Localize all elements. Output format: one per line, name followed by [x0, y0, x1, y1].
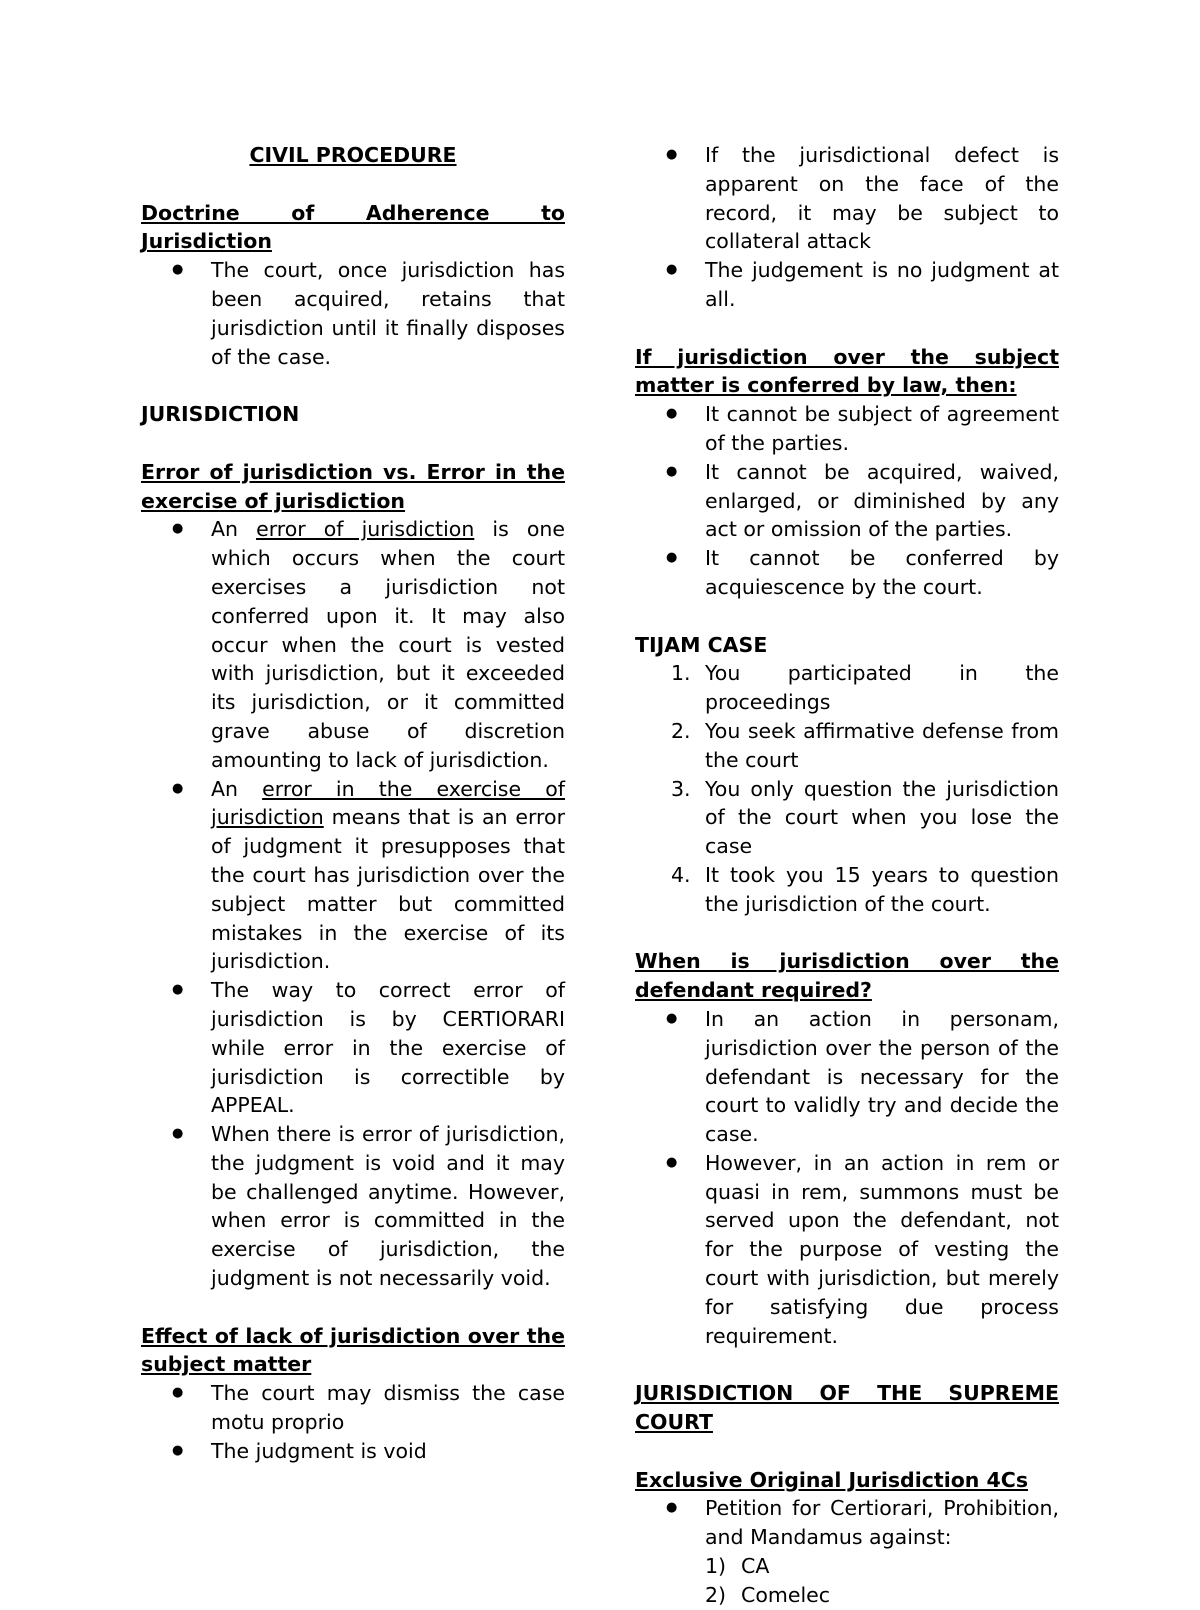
list-item: 1. You participated in the proceedings	[671, 661, 1059, 715]
list-item: ● The way to correct error of jurisdiction is by CERTIORARI while error in the exercise of jurisdiction is correctible by APPEAL.	[141, 976, 565, 1120]
list-item: 2. You seek affirmative defense from the court	[671, 718, 1059, 772]
error-list	[141, 515, 565, 1293]
exclusive-sublist	[635, 1552, 1059, 1610]
conferred-heading: If jurisdiction over the subject matter is conferred by law, then:	[635, 344, 1059, 398]
supreme-court-heading: JURISDICTION OF THE SUPREME COURT	[635, 1381, 1059, 1435]
list-item: ● An error in the exercise of jurisdiction means that is an error of judgment it presupposes that the court has jurisdiction over the subject matter but committed mistakes in the exercise of its jurisdiction.	[141, 775, 565, 977]
term-error-in-exercise: error in the exercise of jurisdiction	[211, 776, 565, 830]
conferred-list	[635, 400, 1059, 602]
list-item: ● If the jurisdictional defect is apparent on the face of the record, it may be subject to collateral attack	[635, 141, 1059, 256]
defendant-heading: When is jurisdiction over the defendant required?	[635, 949, 1059, 1003]
list-item: ● However, in an action in rem or quasi in rem, summons must be served upon the defendant, not for the purpose of vesting the court with jurisdiction, but merely for satisfying due process requirement.	[635, 1149, 1059, 1351]
list-item: ● It cannot be subject of agreement of the parties.	[635, 400, 1059, 458]
list-item: ● The judgment is void	[141, 1437, 565, 1466]
right-column	[635, 141, 1059, 1610]
list-item: ● An error of jurisdiction is one which occurs when the court exercises a jurisdiction not conferred upon it. It may also occur when the court is vested with jurisdiction, but it exceeded its jurisdiction, or it committed grave abuse of discretion amounting to lack of jurisdiction.	[141, 515, 565, 774]
list-item: ● It cannot be conferred by acquiescence by the court.	[635, 544, 1059, 602]
list-item: ● The court, once jurisdiction has been acquired, retains that jurisdiction until it finally disposes of the case.	[141, 256, 565, 371]
continued-list	[635, 141, 1059, 314]
list-item: ● In an action in personam, jurisdiction over the person of the defendant is necessary for the court to validly try and decide the case.	[635, 1005, 1059, 1149]
effect-list	[141, 1379, 565, 1465]
list-item: ● When there is error of jurisdiction, the judgment is void and it may be challenged anytime. However, when error is committed in the exercise of jurisdiction, the judgment is not necessarily void.	[141, 1120, 565, 1293]
effect-heading: Effect of lack of jurisdiction over the subject matter	[141, 1323, 565, 1377]
list-item: ● The judgement is no judgment at all.	[635, 256, 1059, 314]
exclusive-list	[635, 1494, 1059, 1552]
list-item: ● The court may dismiss the case motu proprio	[141, 1379, 565, 1437]
jurisdiction-heading: JURISDICTION	[141, 402, 300, 427]
document-title: CIVIL PROCEDURE	[249, 143, 457, 167]
list-item: 2) Comelec	[705, 1582, 831, 1607]
term-error-of-jurisdiction: error of jurisdiction	[256, 517, 475, 542]
left-column	[141, 141, 565, 1466]
list-item: 4. It took you 15 years to question the jurisdiction of the court.	[671, 862, 1059, 916]
defendant-list	[635, 1005, 1059, 1351]
adherence-list	[141, 256, 565, 371]
list-item: ● Petition for Certiorari, Prohibition, and Mandamus against:	[635, 1494, 1059, 1552]
error-heading: Error of jurisdiction vs. Error in the exercise of jurisdiction	[141, 459, 565, 513]
tijam-heading: TIJAM CASE	[635, 632, 768, 657]
list-item: ● It cannot be acquired, waived, enlarged, or diminished by any act or omission of the parties.	[635, 458, 1059, 544]
list-item: 1) CA	[705, 1554, 770, 1579]
adherence-heading: Doctrine of Adherence to Jurisdiction	[141, 200, 565, 254]
exclusive-heading: Exclusive Original Jurisdiction 4Cs	[635, 1467, 1029, 1492]
tijam-list	[635, 659, 1059, 918]
list-item: 3. You only question the jurisdiction of the court when you lose the case	[671, 776, 1059, 859]
